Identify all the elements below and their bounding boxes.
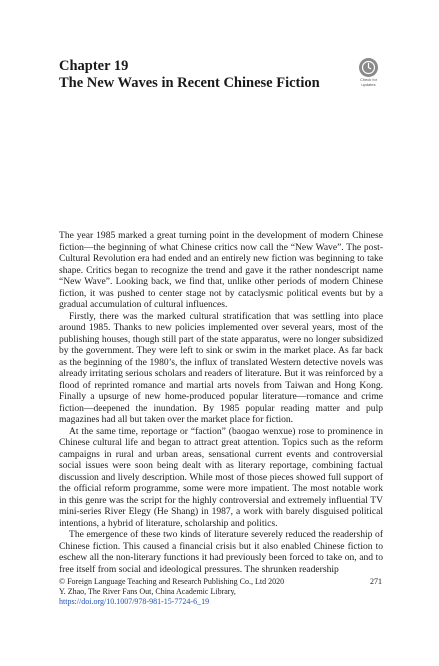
citation-line: Y. Zhao, The River Fans Out, China Academic Library, bbox=[59, 587, 236, 596]
footer bbox=[59, 577, 383, 607]
body-text bbox=[59, 230, 383, 575]
paragraph: Firstly, there was the marked cultural stratification that was settling into place around 1985. Thanks to new policies implemented over several years, most of the publishing houses, though still part of the state apparatus, were no longer subsidized by the government. They were left to sink or swim in the market place. As far back as the beginning of the 1980’s, the influx of translated Western detective novels was already irritating serious scholars and readers of literature. But it was reinforced by a flood of reprinted romance and martial arts novels from Taiwan and Hong Kong. Finally a upsurge of new home-produced popular literature—romance and crime fiction—deepened the inundation. By 1985 popular reading matter and pulp magazines had all but taken over the market place for fiction. bbox=[59, 310, 383, 425]
paragraph: The emergence of these two kinds of literature severely reduced the readership of Chinese fiction. This caused a financial crisis but it also enabled Chinese fiction to eschew all the non-literary functions it had previously been forced to take on, and to free itself from social and ideological pressures. The shrunken readership bbox=[59, 529, 383, 575]
paragraph: At the same time, reportage or “faction” (baogao wenxue) rose to prominence in Chinese cultural life and began to attract great attention. Topics such as the reform campaigns in rural and urban areas, sensational current events and controversial social issues were soon being dealt with as literary reportage, combining factual discussion and lively description. While most of those pieces showed full support of the official reform programme, some were more impatient. The most notable work in this genre was the script for the highly controversial and extremely influential TV mini-series River Elegy (He Shang) in 1987, a work with barely disguised political intentions, a hybrid of literature, scholarship and politics. bbox=[59, 425, 383, 529]
check-for-updates-badge[interactable] bbox=[355, 58, 382, 93]
update-check-icon bbox=[359, 58, 378, 77]
badge-line-2: updates bbox=[361, 81, 376, 87]
copyright-line: © Foreign Language Teaching and Research Publishing Co., Ltd 2020 bbox=[59, 577, 285, 586]
page-number: 271 bbox=[370, 577, 382, 586]
badge-label bbox=[355, 78, 382, 87]
chapter-title: The New Waves in Recent Chinese Fiction bbox=[59, 75, 320, 91]
chapter-label: Chapter 19 bbox=[59, 58, 129, 74]
paragraph: The year 1985 marked a great turning point in the development of modern Chinese fiction—the beginning of what Chinese critics now call the “New Wave”. The post-Cultural Revolution era had ended and an entirely new fiction was beginning to take shape. Critics began to recognize the trend and gave it the rather nondescript name “New Wave”. Looking back, we find that, unlike other periods of modern Chinese fiction, it was pushed to center stage not by cataclysmic political events but by a gradual accumulation of cultural influences. bbox=[59, 230, 383, 310]
badge-line-1: Check for bbox=[359, 77, 378, 82]
doi-link[interactable]: https://doi.org/10.1007/978-981-15-7724-6_19 bbox=[59, 597, 210, 606]
